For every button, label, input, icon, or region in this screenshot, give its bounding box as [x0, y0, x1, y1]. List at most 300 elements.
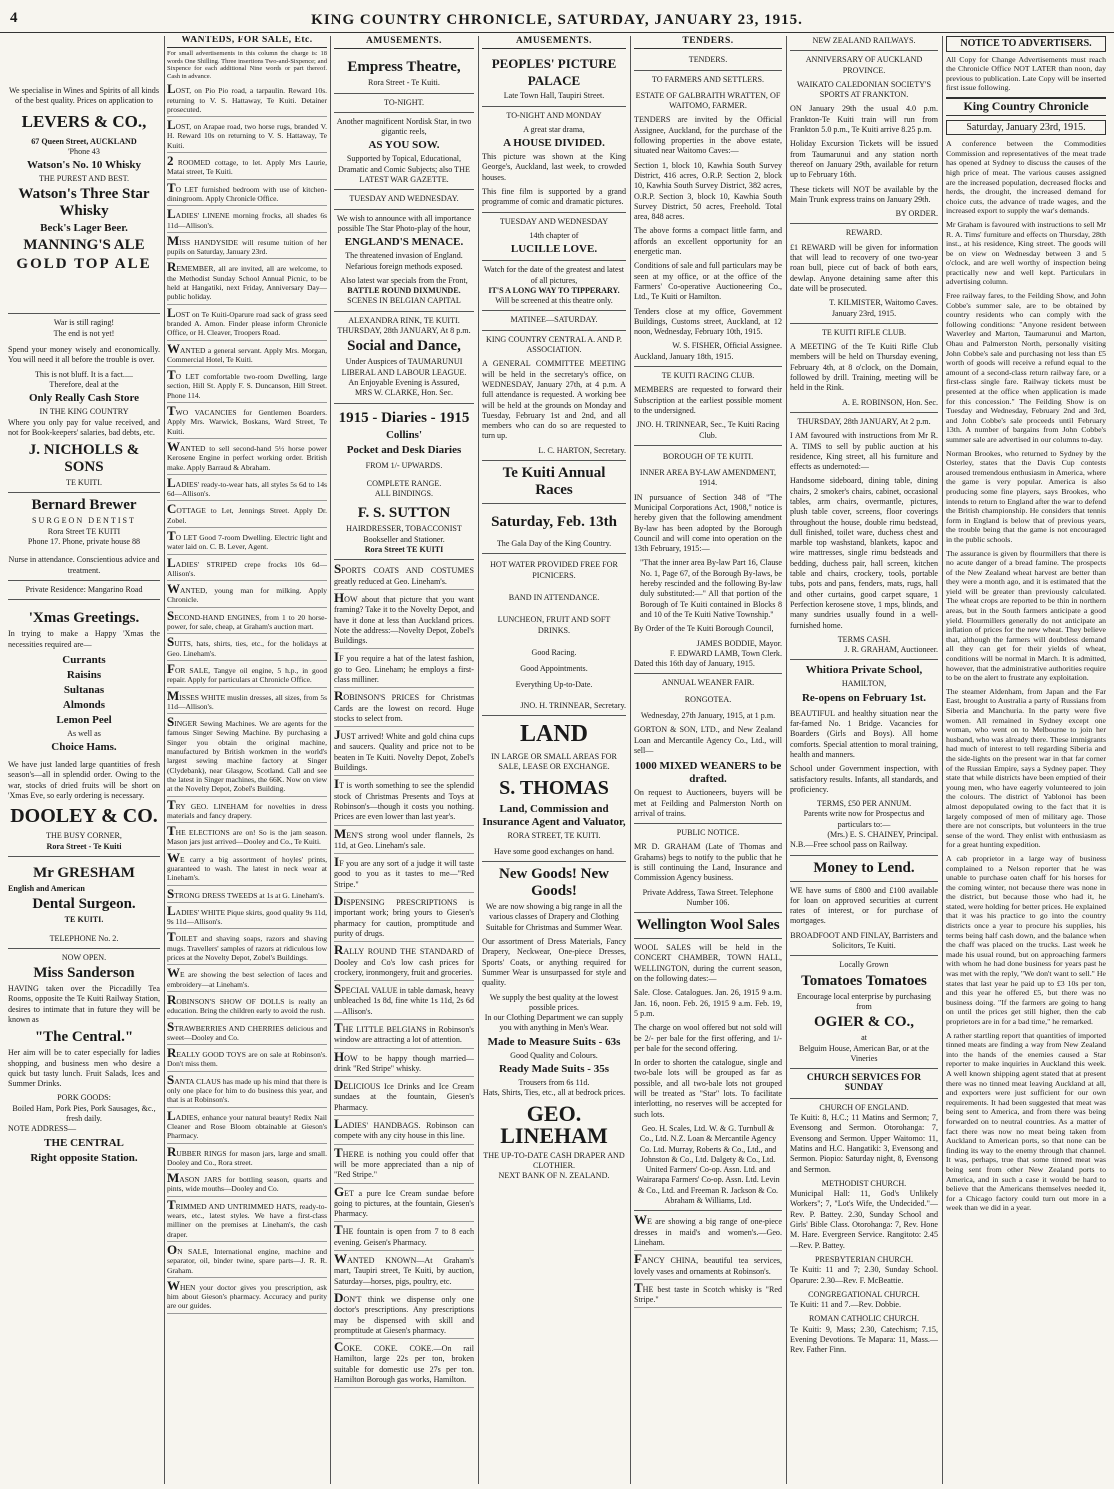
empress: Empress Theatre,: [347, 59, 461, 76]
waikato: WAIKATO CALEDONIAN SOCIETY'S SPORTS AT FRANKTON.: [797, 79, 931, 100]
tipperary: IT'S A LONG WAY TO TIPPERARY.: [488, 285, 620, 295]
editorial-para: A conference between the Commodities Commission and representatives of the meat trade has opened at Sydney to discuss the causes of the high price of meat. The various causes assigned are the increased population, decreased flocks and herds, the drought, the increased demand for choice cuts, the advance of trade wages, and the increased export to supply the war's demands.: [946, 139, 1106, 216]
chapter: 14th chapter of: [529, 230, 579, 240]
money-text: WE have sums of £800 and £100 available for loan on approved securities at current rates of interest, or for purchase of mortgages.: [790, 885, 938, 926]
gold-top: GOLD TOP ALE: [16, 256, 152, 273]
nb: N.B.—Free school pass on Railway.: [790, 840, 908, 850]
ad: LADIES, enhance your natural beauty! Redix Nail Cleaner and Rose Bloom obtainable at Gieson's Pharmacy.: [167, 1111, 327, 1144]
ad: MISS HANDYSIDE will resume tuition of her pupils on Saturday, January 23rd.: [167, 236, 327, 260]
dooley-address: Rora Street - Te Kuiti: [46, 841, 122, 851]
social-dance: Social and Dance,: [347, 338, 461, 355]
uptodate: THE UP-TO-DATE CASH DRAPER AND CLOTHIER.: [483, 1150, 625, 1170]
roman-catholic: ROMAN CATHOLIC CHURCH.: [809, 1314, 919, 1324]
editorial-para: Free railway fares, to the Feilding Show, and John Cobbe's summer sale, are to be obtained by country residents who can comply with the following conditions: "Anyone resident between Waverley and Marton, Taumarunui and Marton, Ohau and Palmerston North, personally visiting John Cobbe's sale and purchasing not less than £5 worth of goods will receive a refund equal to the amount of a second-class return railway fare, or a first-class single fare. Railway tickets must be presented at the office when application is made for this concession." The Feilding Show is on Tuesday and Wednesday, February 2nd and 3rd, and John Cobbe's sale proceeds until February 13th. A number of bargains from John Cobbe's summer sale are advertised in our columns to-day.: [946, 291, 1106, 444]
announce: We wish to announce with all importance possible The Star Photo-play of the hour,: [336, 213, 472, 233]
fine-film: This fine film is supported by a grand programme of comic and dramatic pictures.: [482, 187, 626, 207]
dental: Dental Surgeon.: [32, 896, 136, 913]
ad: TO LET furnished bedroom with use of kitchen-diningroom. Apply Chronicle Office.: [167, 183, 327, 207]
ready: Ready Made Suits - 35s: [498, 1063, 609, 1076]
geo-lineham: GEO. LINEHAM: [500, 1100, 608, 1148]
column-7: [946, 36, 1106, 1484]
as-you-sow: AS YOU SOW.: [368, 139, 440, 152]
gresham-loc: TE KUITI.: [64, 915, 104, 925]
thursday-auction: THURSDAY, 28th JANUARY, At 2 p.m.: [797, 416, 931, 426]
eng-am: English and American: [8, 883, 85, 893]
clarke: MRS W. CLARKE, Hon. Sec.: [354, 388, 454, 398]
gorton: GORTON & SON, LTD., and New Zealand Loan and Mercantile Agency Co., Ltd., will sell—: [634, 725, 782, 755]
tonight-monday: TO-NIGHT AND MONDAY: [506, 110, 602, 120]
ad: LADIES' LINENE morning frocks, all shades 6s 11d—Allison's.: [167, 209, 327, 233]
ad: THE LITTLE BELGIANS in Robinson's window are attracting a lot of attention.: [334, 1023, 474, 1049]
bylaw: INNER AREA BY-LAW AMENDMENT, 1914.: [639, 468, 777, 488]
column-5: [634, 36, 782, 1484]
reward: REWARD.: [845, 228, 883, 238]
column-6: [790, 36, 938, 1484]
ad: THE best taste in Scotch whisky is "Red Stripe.": [634, 1283, 782, 1309]
ad: IF you are any sort of a judge it will taste good to you as it tastes to me—"Red Stripe.": [334, 857, 474, 893]
ad: GET a pure Ice Cream sundae before going to pictures, at the fountain, Giesen's Pharmacy.: [334, 1187, 474, 1223]
sutton-address: Rora Street TE KUITI: [364, 545, 444, 555]
ad: SPORTS COATS AND COSTUMES greatly reduced at Geo. Lineham's.: [334, 564, 474, 590]
ad: MISSES WHITE muslin dresses, all sizes, from 5s 11d—Allison's.: [167, 691, 327, 715]
tue-wed: TUESDAY AND WEDNESDAY.: [349, 194, 459, 204]
editorial-para: Norman Brookes, who returned to Sydney by the Osterley, states that the Davis Cup contests aroused tremendous enthusiasm in America, where the game is very popular. America is also producing some fine players, says Brookes, who intends to return to England after the war to defend the British championship. He considers that tennis form in England is below that of previous years, the trouble being that the game is not encouraged in the public schools.: [946, 448, 1106, 544]
brewer-address: Rora Street TE KUITI: [47, 526, 121, 536]
tomatoes: Tomatoes Tomatoes: [801, 972, 927, 989]
methodist: METHODIST CHURCH.: [821, 1178, 907, 1188]
graham-notice: MR D. GRAHAM (Late of Thomas and Grahams) begs to notify to the public that he is still continuing the Land, Insurance and Commission Agency business.: [634, 842, 782, 883]
nicholls: J. NICHOLLS & SONS: [28, 442, 140, 476]
englands-menace: ENGLAND'S MENACE.: [344, 236, 464, 249]
column-3: [334, 36, 474, 1484]
collins: Collins': [385, 428, 423, 441]
reward-text: £1 REWARD will be given for information that will lead to recovery of one two-year roan bull, piece cut of back of both ears, dewlap. Anyone detaining same after this date will be prosecuted.: [790, 242, 938, 293]
notice-header: NOTICE TO ADVERTISERS.: [946, 36, 1106, 52]
holiday: Holiday Excursion Tickets will be issued from Taumarunui and any station north thereof on January 29th, available for return up to February 16th.: [790, 139, 938, 180]
estate: ESTATE OF GALBRAITH WRATTEN, OF WAITOMO, FARMER.: [635, 90, 781, 111]
supported: Supported by Topical, Educational, Dramatic and Comic Subjects; also THE LATEST WAR GAZETTE.: [338, 154, 470, 185]
surgeon: SURGEON DENTIST: [32, 516, 136, 526]
ad: LOST, on Pio Pio road, a tarpaulin. Reward 10s. returning to V. S. Hattaway, Te Kuiti. Detainer prosecuted.: [167, 84, 327, 117]
these: These tickets will NOT be available by the Main Trunk express trains on January 29th.: [790, 184, 938, 204]
battle: BATTLE ROUND DIXMUNDE.: [347, 286, 461, 296]
next-bank: NEXT BANK OF N. ZEALAND.: [498, 1171, 610, 1181]
ad: COKE. COKE. COKE.—On rail Hamilton, large 22s per ton, broken suitable for domestic use 27s per ton. Hamilton Borough gas works, Hamilton.: [334, 1342, 474, 1388]
opposite-station: Right opposite Station.: [30, 1151, 138, 1164]
ad: WANTED, young man for milking. Apply Chronicle.: [167, 584, 327, 608]
jan29: ON January 29th the usual 4.0 p.m. Frankton-Te Kuiti train will run from Frankton 5.0 p.m., Te Kuiti arrive 8.25 p.m.: [790, 104, 938, 135]
ad: WHEN your doctor gives you prescription, ask him about Gieson's pharmacy. Accuracy and purity are our guides.: [167, 1281, 327, 1314]
coe: CHURCH OF ENGLAND.: [819, 1102, 909, 1112]
ad: HOW to be happy though married—drink "Red Stripe" whisky.: [334, 1052, 474, 1078]
brewer-phone: Phone 17. Phone, private house 88: [27, 537, 141, 547]
ad: SINGER Sewing Machines. We are agents for the famous Singer Sewing Machine. By purchasing a Singer you obtain the original machine, manufactured by British workmen in the world's largest sewing machine factory at Singer (Clydebank), near Glasgow, Scotland. Call and see the latest in Singer machines, the 66K. Now on view at the Novelty Depot, Zobel's Building.: [167, 717, 327, 796]
house-text: This picture was shown at the King George's, Auckland, last week, to crowded houses.: [482, 152, 626, 182]
pocket: Pocket and Desk Diaries: [346, 443, 462, 456]
annual-races: Te Kuiti Annual Races: [502, 465, 606, 499]
private-residence: Private Residence: Mangarino Road: [25, 584, 143, 594]
large-small: IN LARGE OR SMALL AREAS FOR SALE, LEASE OR EXCHANGE.: [491, 751, 617, 772]
editorial-para: The assurance is given by flourmillers that there is no acute danger of a bread famine. The prospects of the New Zealand wheat harvest are better than they were a month ago, and it is estimated that the yield will be greater than previously calculated. The wheat crops are reported to be thin in northern areas, but in the South farmers anticipate a good yield. Flourmillers generally do not anticipate an inflation of prices for the new wheat. They believe that, although the farmers will doubtless demand all they can get for their yields of wheat, conditions will be normal in March. It is admitted, however, that the administrative authorities require to be on the alert to frustrate any exploitation.: [946, 548, 1106, 683]
good-peel: Lemon Peel: [56, 713, 112, 726]
ad: WANTED a general servant. Apply Mrs. Morgan, Commercial Hotel, Te Kuiti.: [167, 344, 327, 368]
good-sultanas: Sultanas: [63, 683, 105, 696]
scenes: SCENES IN BELGIAN CAPITAL: [347, 296, 461, 306]
ad: LOST, on Arapae road, two horse rugs, branded V. H. Reward 10s on returning to V. S. Hattaway, Te Kuiti.: [167, 120, 327, 153]
note-address: NOTE ADDRESS—: [8, 1124, 77, 1134]
clothing: In our Clothing Department we can supply you with anything in Men's Wear.: [484, 1013, 624, 1033]
order: By Order of the Te Kuiti Borough Council,: [634, 624, 774, 634]
ad: TO LET Good 7-room Dwelling. Electric light and water laid on. C. B. Lever, Agent.: [167, 531, 327, 555]
ad: THE ELECTIONS are on! So is the jam season. Mason jars just arrived—Dooley and Co., Te Kuiti.: [167, 826, 327, 850]
ad: LADIES' STRIPED crepe frocks 10s 6d—Allison's.: [167, 558, 327, 582]
ad: STRONG DRESS TWEEDS at 1s at G. Lineham's.: [167, 889, 327, 903]
broadfoot: BROADFOOT AND FINLAY, Barristers and Solicitors, Te Kuiti.: [790, 930, 938, 951]
from: FROM 1/- UPWARDS.: [365, 460, 443, 470]
xmas-greetings: 'Xmas Greetings.: [28, 610, 140, 627]
hall: Late Town Hall, Taupiri Street.: [503, 91, 605, 101]
ad: REMEMBER, all are invited, all are welcome, to the Methodist Sunday School Annual Picnic, to be held at Hangatiki, next Friday, Anniversary Day—public holiday.: [167, 262, 327, 304]
purest: THE PUREST AND BEST.: [38, 174, 130, 184]
nurse: Nurse in attendance. Conscientious advice and treatment.: [8, 555, 160, 575]
ad: RALLY ROUND THE STANDARD of Dooley and Co's low cash prices for crockery, ironmongery, fruit and groceries.: [334, 945, 474, 981]
editorial-para: Mr Graham is favoured with instructions to sell Mr R. A. Tims' furniture and effects on Thursday, 28th inst., at his residence, King street. The goods will be on view on Wednesday between 3 and 5 o'clock, and are well worthy of inspection being practically new and well kept. Particulars in advertising column.: [946, 219, 1106, 287]
ad: IT is worth something to see the splendid stock of Christmas Presents and Toys at Robinson's—though it costs you nothing. Prices are even lower than last year's.: [334, 779, 474, 825]
ad: SANTA CLAUS has made up his mind that there is only one place for him to do business this year, and that is at Robinson's.: [167, 1075, 327, 1108]
central-text: Her aim will be to cater especially for ladies shopping, and business men who desire a quick but tasty lunch. Fruit Salads, Ices and Summer Drinks.: [8, 1048, 160, 1089]
great-star: A great star drama,: [523, 124, 585, 134]
levers-address: 67 Queen Street, AUCKLAND: [31, 136, 137, 146]
brewer: Bernard Brewer: [31, 497, 137, 514]
war-1: War is still raging!: [53, 318, 115, 328]
now-open: NOW OPEN.: [61, 952, 107, 962]
screened: Will be screened at this theatre only.: [495, 296, 613, 306]
good-almonds: Almonds: [62, 698, 106, 711]
sutton: F. S. SUTTON: [357, 505, 451, 522]
as-well: As well as: [67, 728, 101, 738]
trinnear: JNO. H. TRINNEAR, Secretary.: [520, 700, 626, 710]
meeting: A MEETING of the Te Kuiti Rifle Club members will be held on Thursday evening, February 4th, at 8 o'clock, on the Domain, followed by drill. Training, meeting will be held in the Rink.: [790, 342, 938, 393]
watson3: Watson's Three Star Whisky: [18, 186, 150, 220]
rora-street: RORA STREET, TE KUITI.: [507, 830, 601, 840]
fisher: W. S. FISHER, Official Assignee.: [672, 341, 782, 351]
tue-wed-2: TUESDAY AND WEDNESDAY: [499, 216, 609, 226]
ad: TOILET and shaving soaps, razors and shaving mugs. Travellers' samples of razors at ridiculous low prices at the Novelty Depot, Zobel's Buildings.: [167, 932, 327, 965]
busy-corner: THE BUSY CORNER,: [46, 831, 122, 841]
dated: Dated this 16th day of January, 1915.: [634, 659, 755, 669]
amusements-header: AMUSEMENTS.: [334, 36, 474, 49]
good-racing: Good Racing.: [531, 647, 577, 657]
terms-fee: TERMS, £50 PER ANNUM.: [816, 799, 912, 809]
ad: TRIMMED AND UNTRIMMED HATS, ready-to-wears, etc., latest styles. We have a first-class milliner on the premises at Lineham's, the cash draper.: [167, 1200, 327, 1242]
levers-name: LEVERS & CO.,: [21, 111, 147, 131]
by-order: BY ORDER.: [895, 209, 938, 219]
measure: Made to Measure Suits - 63s: [487, 1035, 621, 1048]
above: The above forms a compact little farm, and affords an excellent opportunity for an energetic man.: [634, 226, 782, 257]
ad: ROBINSON'S PRICES for Christmas Cards are the lowest on record. Huge stocks to select from.: [334, 691, 474, 727]
ad: SECOND-HAND ENGINES, from 1 to 20 horse-power, for sale, cheap, at Graham's auction mart.: [167, 611, 327, 635]
ad: TWO VACANCIES for Gentlemen Boarders. Apply Mrs. Warwick, Boskans, Ward Street, Te Kuiti.: [167, 406, 327, 439]
pork-text: Boiled Ham, Pork Pies, Pork Sausages, &c., fresh daily.: [12, 1103, 156, 1124]
war-6: Where you only pay for value received, and not for Book-keepers' salaries, bad debts, etc.: [8, 417, 160, 437]
trousers: Trousers from 6s 11d.: [518, 1078, 590, 1088]
good-raisins: Raisins: [66, 668, 102, 681]
nicholls-loc: TE KUITI.: [66, 478, 102, 488]
ad: WE are showing the best selection of laces and embroidery—at Lineham's.: [167, 968, 327, 992]
alexandra-rink: ALEXANDRA RINK, TE KUITI.: [348, 315, 460, 325]
public-notice: PUBLIC NOTICE.: [676, 828, 740, 838]
stocks: We have just landed large quantities of fresh season's—all in splendid order. Owing to the war, stocks of dried fruits will be short on 'Xmas Eve, so early ordering is necessary.: [8, 760, 160, 801]
boddie: JAMES BODDIE, Mayor.: [696, 638, 782, 648]
auspices: Under Auspices of TAUMARUNUI LIBERAL AND LABOUR LEAGUE.: [341, 357, 467, 377]
presbyterian: PRESBYTERIAN CHURCH.: [814, 1254, 914, 1264]
editorial-para: A cab proprietor in a large way of business complained to a Nelson reporter that he was unable to purchase oaten chaff for his horses for the coming winter, not because there was none in the district, but because those who had it, he stated, were holding for better prices. He explained that it was his practice to go into the country districts once a year to procure his supplies, his terms being half cash down, and the balance when the chaff was placed on the trucks. Last week he made his usual round, but on approaching farmers with whom he had done business for years past he was met with the reply, "We don't want to sell." He states that last year he paid up to £3 10s per ton, and this year he offered £5, but there was no business doing. "If the farmers are going to hang on until the prices get still higher, then the cab proprietors are in for a bad time," he remarked.: [946, 853, 1106, 1026]
wanteds-header: WANTEDS, FOR SALE, Etc.: [167, 36, 327, 48]
menace-text: The threatened invasion of England. Nefarious foreign methods exposed.: [345, 251, 463, 271]
latest: Also latest war specials from the Front,: [340, 275, 468, 285]
school: School under Government inspection, with satisfactory results. Infants, all standards, and proficiency.: [790, 764, 938, 794]
weaner: ANNUAL WEANER FAIR.: [661, 678, 755, 688]
chainey: (Mrs.) E. S. CHAINEY, Principal.: [827, 830, 938, 839]
ad: DON'T think we dispense only one doctor's prescriptions. Any prescriptions may be dispensed with skill and promptitude at Giesen's pharmacy.: [334, 1293, 474, 1339]
diaries: 1915 - Diaries - 1915: [338, 409, 470, 426]
ad: THERE is nothing you could offer that will be more appreciated than a nip of "Red Stripe.": [334, 1148, 474, 1184]
coe-text: Te Kuiti: 8, H.C.; 11 Matins and Sermon; 7, Evensong and Sermon. Otorohanga: 7, Evensong and Sermon. Upper Waitomo: 11, Matins and H.C. Hangatiki: 3, Evensong and Sermon. Piopio: Saturday night, 8, Evensong and Sermon.: [790, 1113, 938, 1174]
wine-intro: We specialise in Wines and Spirits of all kinds of the best quality. Prices on application to: [9, 86, 159, 106]
war-5: Therefore, deal at the: [49, 379, 119, 389]
general-committee: A GENERAL COMMITTEE MEETING will be held in the secretary's office, on WEDNESDAY, January 27th, at 4 p.m. A full attendance is requested. A working bee will be held at the grounds on Monday and Tuesday, February 1st and 2nd, and all members who can do so are requested to turn up.: [482, 359, 626, 441]
ad: JUST arrived! White and gold china cups and saucers. Quality and price not to be beaten in Te Kuiti. Novelty Depot, Zobel's Buildings.: [334, 730, 474, 776]
ad: LADIES' WHITE Pique skirts, good quality 9s 11d, 9s 11d—Allison's.: [167, 906, 327, 930]
amusements-header-2: AMUSEMENTS.: [482, 36, 626, 49]
ad: WE carry a big assortment of hoyles' prints, guaranteed to wash. The latest in neck wear at Lineham's.: [167, 853, 327, 886]
ad: TO LET comfortable two-room Dwelling, large section, Hill St. Apply F. S. Duncanson, Hill Street. Phone 114.: [167, 370, 327, 403]
newspaper-title: KING COUNTRY CHRONICLE, SATURDAY, JANUARY 23, 1915.: [311, 12, 803, 28]
ad: FANCY CHINA, beautiful tea services, lovely vases and ornaments at Robinson's.: [634, 1254, 782, 1280]
ad: WANTED KNOWN—At Graham's mart, Taupiri street, Te Kuiti, by auction, Saturday—horses, pigs, poultry, etc.: [334, 1254, 474, 1290]
luncheon: LUNCHEON, FRUIT AND SOFT DRINKS.: [497, 615, 611, 635]
church-services: CHURCH SERVICES FOR SUNDAY: [806, 1073, 922, 1094]
page-number: 4: [10, 10, 18, 26]
bindings: ALL BINDINGS.: [374, 489, 434, 499]
good-currants: Currants: [62, 653, 106, 666]
wellington-wool: Wellington Wool Sales: [636, 917, 780, 934]
lucille-love: LUCILLE LOVE.: [510, 243, 598, 256]
mixed: 1000 MIXED WEANERS to be drafted.: [634, 760, 782, 786]
ad: ROBINSON'S SHOW OF DOLLS is really an education. Bring the children early to avoid the rush.: [167, 995, 327, 1019]
thursday: THURSDAY, 28th JANUARY, At 8 p.m.: [337, 326, 471, 336]
hamilton: HAMILTON,: [841, 679, 887, 689]
wool: WOOL SALES will be held in the CONCERT CHAMBER, TOWN HALL, WELLINGTON, during the current season, on the following dates:—: [634, 943, 782, 984]
column-1: [8, 36, 160, 1484]
xmas-intro: In trying to make a Happy 'Xmas the necessities required are—: [8, 629, 160, 649]
sections: Section 1, block 10, Kawhia South Survey District, 416 acres, O.R.P. Section 2, block 10, Kawhia South Survey District, 382 acres, O.R.P. Section 3, block 10, Kawhia South Survey District, 50 acres, Freehold. Total area, 848 acres.: [634, 160, 782, 222]
notice-text: All Copy for Change Advertisements must reach the Chronicle Office NOT LATER than noon, day previous to publication. Late Copy will be inserted first issue following.: [946, 54, 1106, 93]
encourage: Encourage local enterprise by purchasing from: [797, 991, 931, 1011]
congregational-text: Te Kuiti: 11 and 7.—Rev. Dobbie.: [790, 1300, 902, 1310]
telephone: TELEPHONE No. 2.: [49, 933, 119, 943]
ad: WE are showing a big range of one-piece dresses in maid's and women's.—Geo. Lineham.: [634, 1215, 782, 1251]
tenders-text: TENDERS are invited by the Official Assignee, Auckland, for the purchase of the following properties in the above estate, situated near Waitomo Caves:—: [634, 115, 782, 156]
terms: TERMS CASH.: [837, 634, 891, 644]
ad: WANTED to sell second-hand 5½ horse power Kerosene Engine in perfect working order. British make. Apply Barraud & Abraham.: [167, 442, 327, 475]
choice-hams: Choice Hams.: [51, 741, 117, 754]
new-text: We are now showing a big range in all the various classes of Drapery and Clothing Suitable for Christmas and Summer Wear.: [485, 902, 623, 932]
whitiora: Whitiora Private School,: [805, 664, 923, 677]
locally: Locally Grown: [839, 960, 889, 970]
ad: RUBBER RINGS for mason jars, large and small. Dooley and Co., Rora street.: [167, 1147, 327, 1171]
anniversary: ANNIVERSARY OF AUCKLAND PROVINCE.: [805, 55, 923, 75]
ad: REALLY GOOD TOYS are on sale at Robinson's. Don't miss them.: [167, 1048, 327, 1072]
firms: Geo. H. Scales, Ltd. W. & G. Turnbull & Co., Ltd. N.Z. Loan & Mercantile Agency Co. Ltd. Murray, Roberts & Co., Ltd., and Johnston & Co., Ltd. Dalgety & Co., Ltd. United Farmers' Co-op. Assn. Ltd. and Wairarapa Farmers' Co-op. Assn. Ltd. Levin & Co., Ltd. and Freeman R. Jackson & Co. Abraham & Williams, Ltd.: [636, 1123, 780, 1206]
ad: STRAWBERRIES AND CHERRIES delicious and sweet—Dooley and Co.: [167, 1022, 327, 1046]
conditions: Conditions of sale and full particulars may be seen at my office, or at the office of the Farmers' Co-operative Auctioneering Co., Ltd., Te Kuiti or Hamilton.: [634, 261, 782, 302]
gresham: Mr GRESHAM: [33, 864, 135, 881]
trinnear-2: JNO. H. TRINNEAR, Sec., Te Kuiti Racing Club.: [636, 420, 780, 440]
bylaw-quote: "That the inner area By-law Part 16, Clause No. 1, Page 67, of the Borough By-laws, be hereby rescinded and the following By-law duly substituted:—" All that portion of the Borough of Te Kuiti contained in Blocks 8 and 10 of the Te Kuiti Native Township.": [640, 558, 782, 619]
at: at: [861, 1033, 867, 1043]
ad: LOST on Te Kuiti-Oparure road sack of grass seed branded A. Amon. Finder please inform Chronicle Office, or H. Cleaver, Troopers Road.: [167, 308, 327, 341]
ad: THE fountain is open from 7 to 8 each evening. Geisen's Pharmacy.: [334, 1225, 474, 1251]
parents: Parents write now for Prospectus and particulars to:—: [803, 809, 925, 829]
saturday-feb: Saturday, Feb. 13th: [491, 514, 617, 531]
presbyterian-text: Te Kuiti: 11 and 7; 2.30, Sunday School. Oparure: 2.30—Rev. F. McBeattie.: [790, 1265, 938, 1285]
request: On request to Auctioneers, buyers will be met at Feilding and Palmerston North on arrival of trains.: [634, 788, 782, 818]
kilmister: T. KILMISTER, Waitomo Caves.: [829, 298, 938, 308]
close: Tenders close at my office, Government Buildings, Customs street, Auckland, at 12 noon, Wednesday, February 10th, 1915.: [634, 306, 782, 337]
money-to-lend: Money to Lend.: [813, 859, 915, 876]
ad: DISPENSING PRESCRIPTIONS is important work; bring yours to Giesen's pharmacy for caution, promptitude and purity of drugs.: [334, 896, 474, 942]
ad: MEN'S strong wool under flannels, 2s 11d, at Geo. Lineham's sale.: [334, 829, 474, 855]
gala: The Gala Day of the King Country.: [496, 539, 612, 549]
s-thomas: S. THOMAS: [499, 776, 609, 799]
ad: LADIES' HANDBAGS. Robinson can compete with any city house in this line.: [334, 1119, 474, 1145]
roman-catholic-text: Te Kuiti: 9, Mass; 2.30, Catechism; 7.15, Evening Devotions. Te Mapara: 11, Mass.—Rev. Father Finn.: [790, 1324, 938, 1355]
borough: BOROUGH OF TE KUITI.: [662, 451, 754, 461]
empress-address: Rora Street - Te Kuiti.: [368, 78, 440, 88]
new-goods: New Goods! New Goods!: [499, 866, 609, 900]
column-2: [167, 36, 327, 1484]
manning: MANNING'S ALE: [23, 237, 145, 254]
tenders: TENDERS.: [688, 55, 728, 65]
belguim: Belguim House, American Bar, or at the Vineries: [798, 1043, 930, 1063]
shorten: In order to shorten the catalogue, single and two-bale lots will be grouped as far as possible, and all two-bale lots not grouped will be treated as "Star" lots. To facilitate interlotting, no reserves will be accepted for such lots.: [634, 1058, 782, 1119]
lamb: F. EDWARD LAMB, Town Clerk.: [669, 648, 782, 658]
rates: For small advertisements in this column the charge is: 18 words One Shilling. Three insertions Two-and-Sixpence; and Sixpence for each additional Nine words or part thereof. Cash in advance.: [167, 50, 327, 80]
kcc-date: Saturday, January 23rd, 1915.: [946, 120, 1106, 136]
dooley: DOOLEY & CO.: [10, 805, 158, 828]
pursuance: IN pursuance of Section 348 of "The Municipal Corporations Act, 1908," notice is hereby given that the following amendment By-law has been adopted by the Borough Council and will come into operation on the 13th February, 1915:—: [634, 492, 782, 554]
kcc-title: King Country Chronicle: [946, 97, 1106, 116]
farmers: TO FARMERS AND SETTLERS.: [651, 74, 765, 84]
assortment: Our assortment of Dress Materials, Fancy Drapery, Neckwear, One-piece Dresses, Sports' Coats, or anything required for Summer Wear is unsurpassed for style and quality.: [482, 937, 626, 988]
nzr: NEW ZEALAND RAILWAYS.: [812, 36, 916, 45]
war-2: The end is not yet!: [53, 328, 115, 338]
harton: L. C. HARTON, Secretary.: [538, 445, 626, 455]
pork-goods: PORK GOODS:: [57, 1093, 111, 1103]
hats: Hats, Shirts, Ties, etc., all at bedrock prices.: [482, 1088, 626, 1098]
fisher-date: Auckland, January 18th, 1915.: [634, 351, 734, 361]
editorial-para: The steamer Aldenham, from Japan and the Far East, brought to Australia a party of Russians from Siberia and Manchuria. In the party were five women. All remained in Sydney except one woman, who went on to Melbourne to join her husband, who was already there. These immigrants had much of interest to tell regarding Siberia and the side-lights on the present war in that far corner of the Russian Empire, says a Sydney paper. They state that while districts have been emptied of their young men, who have eagerly volunteered to join the colours. The district of Yablonoi has been almost depopulated owing to the fact that it is largely composed of men of military age. Those there are not conscripts, but volunteers in the true sense of the word. They enlist with enthusiasm as for a great hunting expedition.: [946, 686, 1106, 850]
ogier: OGIER & CO.,: [813, 1014, 914, 1031]
the-central-quote: "The Central.": [34, 1029, 134, 1046]
rongotea: RONGOTEA.: [684, 694, 732, 704]
robinson: A. E. ROBINSON, Hon. Sec.: [842, 397, 938, 407]
column-4: [482, 36, 626, 1484]
ad: FOR SALE, Tangye oil engine, 5 h.p., in good repair. Apply for particulars at Chronicle Office.: [167, 664, 327, 688]
members: MEMBERS are requested to forward their Subscription at the earliest possible moment to the undersigned.: [634, 385, 782, 415]
war-3: Spend your money wisely and economically. You will need it all before the trouble is over.: [8, 345, 160, 365]
private-address: Private Address, Tawa Street. Telephone Number 106.: [642, 887, 774, 907]
ad: IF you require a hat of the latest fashion, go to Geo. Lineham; he employs a first-class milliner.: [334, 652, 474, 688]
tenders-header: TENDERS.: [634, 36, 782, 49]
matinee: MATINEE—SATURDAY.: [510, 315, 598, 325]
complete: COMPLETE RANGE.: [366, 478, 442, 488]
ad: MASON JARS for bottling season, quarts and pints, wide mouths—Dooley and Co.: [167, 1173, 327, 1197]
jr-graham: J. R. GRAHAM, Auctioneer.: [844, 645, 938, 655]
band: BAND IN ATTENDANCE.: [508, 592, 600, 602]
masthead: [0, 6, 1114, 33]
hairdresser: HAIRDRESSER, TOBACCONIST: [346, 524, 462, 534]
wed: Wednesday, 27th January, 1915, at 1 p.m.: [640, 711, 776, 721]
house-divided: A HOUSE DIVIDED.: [503, 137, 605, 150]
ad: LADIES' ready-to-wear hats, all styles 5s 6d to 14s 6d—Allison's.: [167, 478, 327, 502]
enjoyable: An Enjoyable Evening is Assured,: [348, 377, 460, 387]
sanderson: Miss Sanderson: [33, 965, 135, 982]
ad: 2 ROOMED cottage, to let. Apply Mrs Laurie, Matai street, Te Kuiti.: [167, 156, 327, 180]
ad: COTTAGE to Let, Jennings Street. Apply Dr. Zobel.: [167, 504, 327, 528]
sale-table: Sale. Close. Catalogues. Jan. 26, 1915 9 a.m. Jan. 16, noon. Feb. 26, 1915 9 a.m. Feb. 19, 5 p.m.: [634, 988, 782, 1018]
in-king: IN THE KING COUNTRY: [39, 407, 129, 417]
ad: SPECIAL VALUE in table damask, heavy unbleached 1s 8d, fine white 1s 11d, 2s 6d—Allison's.: [334, 984, 474, 1020]
levers-phone: 'Phone 43: [68, 146, 100, 156]
good-qual: Good Quality and Colours.: [510, 1050, 598, 1060]
sanderson-text: HAVING taken over the Piccadilly Tea Rooms, opposite the Te Kuiti Railway Station, desires to intimate that in future they will be known as: [8, 984, 160, 1024]
supply: We supply the best quality at the lowest possible prices.: [489, 992, 619, 1012]
have-some: Have some good exchanges on hand.: [493, 846, 615, 856]
cash-store: Only Really Cash Store: [28, 392, 140, 405]
peoples-palace: PEOPLES' PICTURE PALACE: [491, 56, 617, 89]
editorial-para: A rather startling report that quantities of imported tinned meats are finding a way from New Zealand into the hands of the enemies caused a Star reporter to make inquiries in Auckland this week. A well known shipping agent stated that at present there was no tinned meat leaving Auckland at all, and exporters were just sufficient for our own requirements. It had been suggested that meat was being sent to America, and from there was being forwarded on to neutral countries. As a matter of fact there was now no meat being taken from Auckland to American ports, so that none can be finding its way to the enemy through that channel. It was, perhaps, true that some tinned meat was being sent from other New Zealand ports to America, and in such a case it would be hard to believe that the Americans themselves needed it, for a Chicago factory could turn out more in a week than we did in a year.: [946, 1030, 1106, 1213]
watch: Watch for the date of the greatest and latest of all pictures,: [483, 265, 625, 285]
hot-water: HOT WATER PROVIDED FREE FOR PICNICERS.: [490, 560, 618, 580]
ad: DELICIOUS Ice Drinks and Ice Cream sundaes at the fountain, Giesen's Pharmacy.: [334, 1080, 474, 1116]
ad: TRY GEO. LINEHAM for novelties in dress materials and fancy drapery.: [167, 800, 327, 824]
tonight: TO-NIGHT.: [384, 97, 424, 107]
racing-club: TE KUITI RACING CLUB.: [661, 371, 755, 381]
beck: Beck's Lager Beer.: [40, 222, 128, 235]
war-4: This is not bluff. It is a fact.....: [34, 369, 134, 379]
congregational: CONGREGATIONAL CHURCH.: [808, 1289, 920, 1299]
good-appts: Good Appointments.: [520, 664, 588, 674]
favoured: I AM favoured with instructions from Mr R. A. TIMS to sell by public auction at his residence, King street, all his furniture and effects as undernoted:—: [790, 431, 938, 472]
ad: ON SALE, International engine, machine and separator, oil, binder twine, spare parts—J. R. R. Graham.: [167, 1245, 327, 1278]
the-central: THE CENTRAL: [44, 1136, 124, 1149]
furniture: Handsome sideboard, dining table, dining chairs, 2 smoker's chairs, cabinet, occasional tables, arm chairs, overmantle, pictures, plush table cover, screens, floor coverings throughout the house, double rimu bedstead, dull finished, toilet ware, duchess chest and marble top washstand, blankets, kapoc and wire mattresses, single rimu bedsteads and bedding, duchess pair, hall screen, kitchen table and chairs, crockery, tools, portable tubs, pots and pans, fenders, mats, rugs, hall and other curtains, good carpet square, 1 Perfection kerosene stove, 1 mps, blinds, and many sundries usually found in a well-furnished home.: [790, 476, 938, 630]
ad: SUITS, hats, shirts, ties, etc., for the holidays at Geo. Lineham's.: [167, 637, 327, 661]
land-comm: Land, Commission and Insurance Agent and Valuator,: [482, 802, 626, 828]
everything: Everything Up-to-Date.: [515, 680, 593, 690]
jan23: January 23rd, 1915.: [831, 308, 897, 318]
charge: The charge on wool offered but not sold will be 2/- per bale for the first offering, and 1/- per bale for the second offering.: [634, 1023, 782, 1053]
land: LAND: [519, 720, 588, 747]
reopens: Re-opens on February 1st.: [801, 691, 927, 704]
another: Another magnificent Nordisk Star, in two gigantic reels,: [336, 116, 472, 137]
beautiful: BEAUTIFUL and healthy situation near the far-famed No. 1 Bridge. Vacancies for Boarders (Girls and Boys). All home comforts. Special attention to moral training, health and manners.: [790, 708, 938, 759]
watson10: Watson's No. 10 Whisky: [26, 159, 142, 172]
bookseller: Bookseller and Stationer.: [363, 534, 445, 544]
rifle-club: TE KUITI RIFLE CLUB.: [821, 327, 907, 337]
